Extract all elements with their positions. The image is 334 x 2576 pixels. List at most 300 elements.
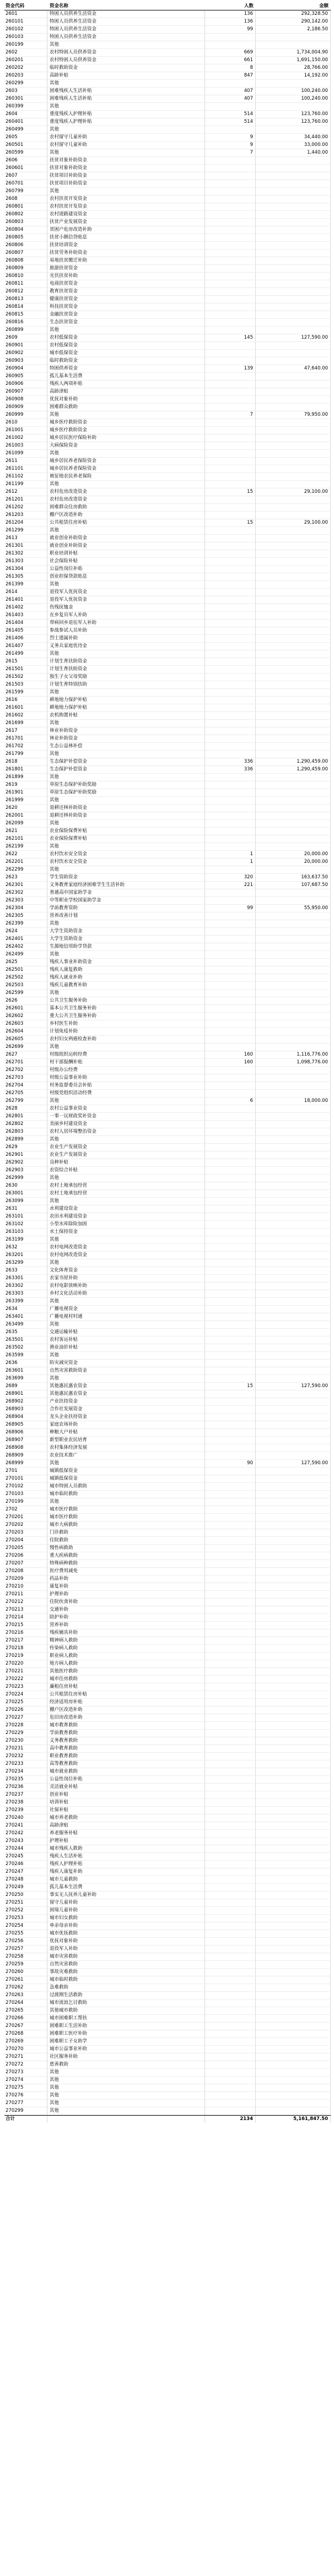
- table-row: [4, 381, 331, 388]
- table-row: [4, 982, 331, 990]
- cell-count: [205, 1483, 256, 1490]
- table-row: [4, 1067, 331, 1074]
- table-row: [4, 789, 331, 797]
- cell-code: 2601: [4, 10, 47, 18]
- cell-code: 270230: [4, 1737, 47, 1744]
- cell-name: 村级组织运转经费: [47, 1051, 205, 1058]
- cell-code: 260401: [4, 118, 47, 126]
- table-row: [4, 280, 331, 288]
- cell-amount: [256, 1036, 331, 1043]
- cell-name: 草原生态保护补助奖励: [47, 789, 205, 796]
- cell-amount: [256, 1953, 331, 1960]
- cell-code: 261503: [4, 681, 47, 688]
- cell-code: 270231: [4, 1745, 47, 1752]
- table-row: [4, 2092, 331, 2100]
- table-row: [4, 758, 331, 766]
- cell-count: [205, 1275, 256, 1282]
- table-row: [4, 1121, 331, 1128]
- cell-code: 260812: [4, 288, 47, 295]
- cell-code: 270299: [4, 2107, 47, 2115]
- cell-code: 262803: [4, 1128, 47, 1135]
- cell-name: 乡村文化活动补助: [47, 1290, 205, 1297]
- cell-name: 电商扶贫资金: [47, 280, 205, 287]
- cell-name: 农村扶贫开发资金: [47, 203, 205, 210]
- cell-count: [205, 1930, 256, 1937]
- cell-count: [205, 974, 256, 981]
- cell-count: [205, 1113, 256, 1120]
- cell-amount: [256, 1067, 331, 1074]
- cell-code: 262704: [4, 1082, 47, 1089]
- cell-code: 2612: [4, 488, 47, 496]
- cell-count: [205, 1884, 256, 1891]
- cell-amount: 163,637.50: [256, 874, 331, 881]
- cell-amount: [256, 1121, 331, 1128]
- cell-count: [205, 1244, 256, 1251]
- cell-code: 260815: [4, 311, 47, 318]
- cell-amount: [256, 1714, 331, 1721]
- cell-name: 学前教育资助: [47, 905, 205, 912]
- cell-count: 7: [205, 411, 256, 419]
- cell-amount: [256, 257, 331, 264]
- cell-code: 270199: [4, 1498, 47, 1506]
- cell-code: 261301: [4, 542, 47, 550]
- cell-name: 留守儿童补助: [47, 1899, 205, 1906]
- cell-count: [205, 172, 256, 180]
- cell-name: 农资综合补贴: [47, 1167, 205, 1174]
- cell-name: 社保补贴: [47, 1807, 205, 1814]
- cell-count: 136: [205, 18, 256, 25]
- cell-amount: [256, 828, 331, 835]
- cell-amount: [256, 697, 331, 704]
- cell-count: [205, 774, 256, 781]
- table-row: [4, 1606, 331, 1614]
- cell-amount: [256, 303, 331, 311]
- cell-name: 大学生资助资金: [47, 928, 205, 935]
- cell-count: [205, 303, 256, 311]
- cell-name: 其他: [47, 1375, 205, 1382]
- cell-code: 2624: [4, 928, 47, 935]
- table-row: [4, 26, 331, 34]
- cell-count: 336: [205, 758, 256, 765]
- table-row: [4, 1922, 331, 1930]
- cell-code: 263199: [4, 1236, 47, 1243]
- table-row: [4, 2030, 331, 2038]
- cell-code: 2602: [4, 49, 47, 56]
- cell-name: 扶贫培训资金: [47, 242, 205, 249]
- cell-name: 自然灾害救助: [47, 1961, 205, 1968]
- cell-amount: [256, 920, 331, 927]
- table-row: [4, 1475, 331, 1483]
- cell-count: [205, 681, 256, 688]
- cell-amount: [256, 1229, 331, 1236]
- cell-count: [205, 180, 256, 187]
- cell-name: 困难群众救助: [47, 404, 205, 411]
- cell-code: 260199: [4, 41, 47, 48]
- cell-amount: [256, 2077, 331, 2084]
- table-row: [4, 64, 331, 72]
- cell-name: 扶贫对象补助资金: [47, 165, 205, 172]
- cell-name: 公益性岗位补贴: [47, 1776, 205, 1783]
- cell-name: 小型水库除险加固: [47, 1221, 205, 1228]
- cell-code: 270272: [4, 2061, 47, 2068]
- cell-name: 事故灾难救助: [47, 1969, 205, 1976]
- table-row: [4, 1498, 331, 1506]
- cell-amount: [256, 249, 331, 257]
- cell-count: 8: [205, 64, 256, 72]
- cell-count: [205, 1545, 256, 1552]
- cell-amount: [256, 997, 331, 1004]
- cell-code: 270210: [4, 1583, 47, 1590]
- cell-count: [205, 943, 256, 950]
- cell-name: 其他: [47, 188, 205, 195]
- table-row: [4, 1930, 331, 1938]
- cell-count: [205, 1799, 256, 1806]
- table-row: [4, 226, 331, 234]
- cell-name: 困难职工医疗补助: [47, 2030, 205, 2037]
- cell-amount: 1,290,459.00: [256, 766, 331, 773]
- cell-name: 特困供养资金: [47, 365, 205, 372]
- cell-code: 270262: [4, 1984, 47, 1991]
- cell-name: 广播电视村村通: [47, 1313, 205, 1320]
- total-name-cell: [47, 2116, 205, 2123]
- cell-amount: 18,000.00: [256, 1097, 331, 1105]
- cell-code: 270224: [4, 1691, 47, 1698]
- cell-code: 2622: [4, 851, 47, 858]
- cell-name: 危旧房改造补助: [47, 1714, 205, 1721]
- cell-name: 美丽乡村建设资金: [47, 1121, 205, 1128]
- cell-code: 263299: [4, 1259, 47, 1267]
- cell-amount: [256, 1182, 331, 1189]
- cell-count: [205, 427, 256, 434]
- cell-amount: [256, 774, 331, 781]
- cell-code: 260799: [4, 188, 47, 195]
- cell-amount: [256, 1298, 331, 1305]
- cell-name: 烈士遗属补助: [47, 635, 205, 642]
- cell-count: [205, 650, 256, 657]
- cell-count: [205, 1707, 256, 1714]
- cell-name: 公益性岗位补贴: [47, 566, 205, 573]
- cell-count: [205, 1745, 256, 1752]
- cell-amount: [256, 34, 331, 41]
- cell-name: 农村土地承包经营: [47, 1182, 205, 1189]
- cell-count: [205, 1691, 256, 1698]
- cell-amount: [256, 1884, 331, 1891]
- table-row: [4, 296, 331, 303]
- table-row: [4, 488, 331, 496]
- cell-amount: [256, 1660, 331, 1667]
- cell-amount: [256, 1868, 331, 1876]
- cell-code: 261199: [4, 481, 47, 488]
- cell-code: 261403: [4, 612, 47, 619]
- cell-name: 优抚对象补助: [47, 1938, 205, 1945]
- cell-amount: [256, 1637, 331, 1644]
- cell-amount: [256, 1583, 331, 1590]
- cell-code: 260601: [4, 165, 47, 172]
- cell-count: 160: [205, 1059, 256, 1066]
- cell-count: 221: [205, 882, 256, 889]
- table-row: [4, 912, 331, 920]
- cell-count: [205, 404, 256, 411]
- cell-code: 262903: [4, 1167, 47, 1174]
- table-row: [4, 2084, 331, 2092]
- cell-name: 计划生育扶助资金: [47, 666, 205, 673]
- table-row: [4, 1059, 331, 1067]
- cell-code: 270227: [4, 1714, 47, 1721]
- cell-amount: [256, 1013, 331, 1020]
- cell-name: 退役军人优抚资金: [47, 596, 205, 604]
- cell-amount: [256, 2038, 331, 2045]
- cell-amount: 1,290,459.00: [256, 758, 331, 765]
- cell-name: 养老服务补贴: [47, 1830, 205, 1837]
- cell-name: 重大公共卫生服务补助: [47, 1013, 205, 1020]
- cell-count: [205, 1429, 256, 1436]
- cell-amount: [256, 866, 331, 873]
- cell-code: 2613: [4, 535, 47, 542]
- cell-name: 农村电影放映补助: [47, 1282, 205, 1290]
- cell-name: 退耕还林补助资金: [47, 812, 205, 819]
- table-row: [4, 1699, 331, 1707]
- cell-amount: [256, 658, 331, 665]
- cell-code: 262401: [4, 936, 47, 943]
- table-row: [4, 1275, 331, 1282]
- cell-count: [205, 1198, 256, 1205]
- header-code: 资金代码: [6, 3, 25, 9]
- cell-code: 260906: [4, 381, 47, 388]
- cell-count: [205, 465, 256, 472]
- cell-count: [205, 219, 256, 226]
- cell-count: 514: [205, 111, 256, 118]
- cell-name: 其他: [47, 411, 205, 419]
- cell-amount: [256, 219, 331, 226]
- cell-count: [205, 835, 256, 843]
- cell-amount: [256, 550, 331, 557]
- cell-count: [205, 542, 256, 550]
- cell-count: [205, 1892, 256, 1899]
- cell-count: [205, 1498, 256, 1506]
- cell-amount: [256, 643, 331, 650]
- table-row: [4, 805, 331, 812]
- cell-name: 农业技术推广: [47, 1452, 205, 1459]
- cell-name: 教育扶贫资金: [47, 288, 205, 295]
- cell-count: [205, 41, 256, 48]
- table-row: [4, 2023, 331, 2030]
- cell-name: 城市公益事业补助: [47, 2046, 205, 2053]
- total-label: 合计: [4, 2116, 47, 2123]
- cell-count: [205, 1360, 256, 1367]
- table-row: [4, 1105, 331, 1113]
- cell-amount: [256, 619, 331, 627]
- cell-count: [205, 1768, 256, 1775]
- cell-code: 261407: [4, 643, 47, 650]
- table-row: [4, 843, 331, 851]
- cell-name: 农村危房改造资金: [47, 488, 205, 496]
- cell-count: [205, 1760, 256, 1768]
- table-row: [4, 342, 331, 350]
- cell-name: 其他: [47, 689, 205, 696]
- cell-amount: [256, 1236, 331, 1243]
- cell-amount: 14,192.00: [256, 72, 331, 79]
- cell-amount: [256, 966, 331, 974]
- cell-count: [205, 1552, 256, 1559]
- cell-amount: [256, 2069, 331, 2076]
- cell-code: 262801: [4, 1113, 47, 1120]
- cell-name: 独生子女父母奖励: [47, 673, 205, 681]
- table-row: [4, 1367, 331, 1375]
- cell-count: [205, 743, 256, 750]
- cell-count: [205, 496, 256, 503]
- cell-name: 住院救助: [47, 1537, 205, 1544]
- cell-count: [205, 1375, 256, 1382]
- cell-name: 职业病人救助: [47, 1653, 205, 1660]
- cell-code: 261402: [4, 604, 47, 611]
- cell-count: [205, 596, 256, 604]
- table-row: [4, 1483, 331, 1491]
- cell-code: 261002: [4, 434, 47, 442]
- cell-name: 其他: [47, 920, 205, 927]
- table-row: [4, 203, 331, 211]
- cell-name: 生态扶贫资金: [47, 319, 205, 326]
- cell-name: 城市残疾人救助: [47, 1845, 205, 1852]
- cell-amount: [256, 1175, 331, 1182]
- cell-count: [205, 951, 256, 958]
- table-row: [4, 666, 331, 673]
- cell-amount: [256, 1853, 331, 1860]
- cell-count: [205, 1737, 256, 1744]
- cell-code: 2631: [4, 1205, 47, 1213]
- cell-amount: [256, 612, 331, 619]
- cell-amount: 1,691,150.00: [256, 57, 331, 64]
- table-row: [4, 1622, 331, 1629]
- cell-amount: [256, 1760, 331, 1768]
- cell-count: [205, 1298, 256, 1305]
- cell-count: [205, 1814, 256, 1822]
- cell-name: 义务教育家庭经济困难学生生活补助: [47, 882, 205, 889]
- cell-amount: [256, 80, 331, 87]
- cell-name: 城镇低保资金: [47, 1468, 205, 1475]
- cell-count: [205, 1229, 256, 1236]
- cell-code: 261305: [4, 573, 47, 580]
- cell-name: 其他: [47, 820, 205, 827]
- cell-amount: [256, 1776, 331, 1783]
- cell-name: 一事一议财政奖补资金: [47, 1113, 205, 1120]
- cell-name: 残疾人就业补助: [47, 974, 205, 981]
- cell-count: 1: [205, 851, 256, 858]
- cell-count: [205, 751, 256, 758]
- cell-code: 260599: [4, 149, 47, 156]
- cell-name: 扶贫劳务补助资金: [47, 249, 205, 257]
- cell-amount: [256, 1892, 331, 1899]
- cell-name: 普通高中国家助学金: [47, 889, 205, 896]
- table-row: [4, 1799, 331, 1807]
- cell-count: [205, 2069, 256, 2076]
- cell-amount: [256, 1730, 331, 1737]
- cell-count: [205, 1776, 256, 1783]
- cell-amount: [256, 1205, 331, 1213]
- cell-count: [205, 535, 256, 542]
- table-row: [4, 2069, 331, 2077]
- cell-name: 残疾人康复补助: [47, 1868, 205, 1876]
- cell-amount: [256, 1976, 331, 1983]
- table-row: [4, 966, 331, 974]
- cell-amount: [256, 1282, 331, 1290]
- cell-amount: [256, 1367, 331, 1374]
- cell-amount: [256, 288, 331, 295]
- cell-name: 高中教育救助: [47, 1745, 205, 1752]
- cell-amount: [256, 912, 331, 920]
- cell-amount: [256, 1683, 331, 1691]
- cell-amount: [256, 1259, 331, 1267]
- cell-amount: 33,000.00: [256, 142, 331, 149]
- cell-name: 贫困户危房改造补助: [47, 226, 205, 233]
- cell-name: 交通补助: [47, 1606, 205, 1613]
- cell-code: 270244: [4, 1845, 47, 1852]
- table-row: [4, 1229, 331, 1236]
- cell-code: 2626: [4, 997, 47, 1004]
- cell-amount: [256, 1537, 331, 1544]
- table-row: [4, 327, 331, 334]
- cell-amount: [256, 404, 331, 411]
- cell-count: [205, 982, 256, 989]
- cell-code: 270266: [4, 2015, 47, 2022]
- cell-name: 公共租赁住房补贴: [47, 1691, 205, 1698]
- table-row: [4, 188, 331, 195]
- table-row: [4, 2046, 331, 2053]
- cell-amount: [256, 2007, 331, 2014]
- table-row: [4, 18, 331, 26]
- table-row: [4, 697, 331, 704]
- cell-code: 270235: [4, 1776, 47, 1783]
- cell-name: 重度残疾人护理补贴: [47, 111, 205, 118]
- cell-code: 262699: [4, 1044, 47, 1051]
- cell-amount: [256, 1861, 331, 1868]
- table-row: [4, 1306, 331, 1313]
- table-row: [4, 1182, 331, 1190]
- cell-code: 2615: [4, 658, 47, 665]
- table-row: [4, 974, 331, 982]
- table-row: [4, 473, 331, 481]
- cell-code: 260901: [4, 342, 47, 349]
- cell-name: 棚户区改造补助: [47, 1707, 205, 1714]
- table-row: [4, 1884, 331, 1892]
- cell-code: 270220: [4, 1660, 47, 1667]
- cell-code: 2618: [4, 758, 47, 765]
- cell-amount: [256, 2061, 331, 2068]
- cell-code: 270218: [4, 1645, 47, 1652]
- cell-code: 263501: [4, 1336, 47, 1344]
- cell-code: 263102: [4, 1221, 47, 1228]
- cell-name: 其他: [47, 2077, 205, 2084]
- table-row: [4, 1036, 331, 1044]
- cell-amount: 2,186.50: [256, 26, 331, 33]
- cell-count: [205, 1730, 256, 1737]
- cell-code: 2604: [4, 111, 47, 118]
- cell-count: [205, 2092, 256, 2099]
- cell-name: 城市临时救助: [47, 1976, 205, 1983]
- cell-count: [205, 504, 256, 511]
- table-row: [4, 1568, 331, 1575]
- cell-name: 残疾人事业补助资金: [47, 959, 205, 966]
- cell-amount: [256, 982, 331, 989]
- cell-amount: [256, 936, 331, 943]
- cell-code: 270248: [4, 1876, 47, 1883]
- cell-amount: [256, 1645, 331, 1652]
- cell-code: 260811: [4, 280, 47, 287]
- cell-count: [205, 1190, 256, 1197]
- cell-name: 就业创业补助资金: [47, 542, 205, 550]
- table-row: [4, 95, 331, 103]
- cell-count: [205, 1121, 256, 1128]
- cell-code: 270226: [4, 1707, 47, 1714]
